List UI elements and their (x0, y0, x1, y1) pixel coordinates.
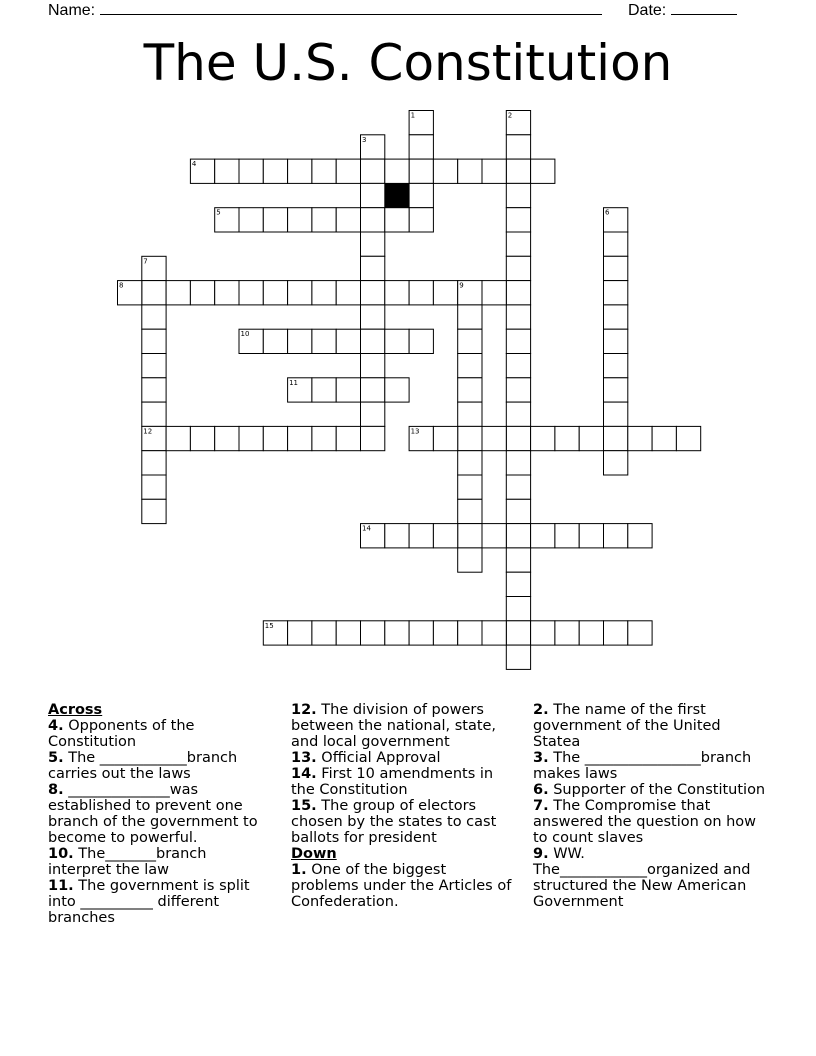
grid-cell[interactable] (506, 548, 530, 572)
grid-cell[interactable] (433, 281, 457, 305)
grid-cell[interactable] (433, 159, 457, 183)
grid-cell[interactable] (433, 426, 457, 450)
clue-text: The division of powers between the national, state, and local government (291, 702, 497, 750)
grid-cell[interactable] (506, 597, 530, 621)
grid-cell[interactable] (166, 281, 190, 305)
grid-cell[interactable] (506, 451, 530, 475)
grid-cell[interactable] (361, 183, 385, 207)
grid-cell[interactable] (361, 426, 385, 450)
grid-cell[interactable] (312, 329, 336, 353)
cell-number: 7 (143, 257, 148, 266)
grid-cell[interactable] (506, 621, 530, 645)
grid-cell[interactable] (312, 159, 336, 183)
grid-cell[interactable] (555, 621, 579, 645)
grid-cell[interactable] (579, 621, 603, 645)
clue-text: First 10 amendments in the Constitution (291, 766, 494, 798)
grid-cell[interactable] (628, 426, 652, 450)
grid-cell[interactable] (604, 621, 628, 645)
cell-number: 12 (143, 427, 153, 436)
grid-cell[interactable] (506, 524, 530, 548)
grid-cell[interactable] (458, 159, 482, 183)
page-title: The U.S. Constitution (143, 34, 673, 92)
grid-cell[interactable] (531, 426, 555, 450)
cell-number: 3 (362, 135, 367, 144)
grid-cell[interactable] (409, 621, 433, 645)
grid-cell[interactable] (604, 354, 628, 378)
grid-cell[interactable] (361, 256, 385, 280)
date-label: Date: (628, 2, 667, 19)
grid-cell[interactable] (604, 305, 628, 329)
cell-number: 6 (605, 208, 610, 217)
grid-cell[interactable] (142, 475, 166, 499)
cell-number: 1 (410, 111, 416, 120)
clue-number: 11. (48, 878, 74, 894)
grid-cell[interactable] (506, 232, 530, 256)
clue-number: 6. (533, 782, 549, 798)
grid-cell[interactable] (312, 426, 336, 450)
grid-cell[interactable] (433, 621, 457, 645)
clue-number: 1. (291, 862, 307, 878)
grid-cell[interactable] (361, 402, 385, 426)
clue-number: 15. (291, 798, 317, 814)
grid-cell[interactable] (166, 426, 190, 450)
grid-cell[interactable] (506, 281, 530, 305)
clue-13 (291, 750, 516, 766)
clue-number: 3. (533, 750, 549, 766)
clue-5 (48, 750, 273, 782)
grid-cell[interactable] (385, 159, 409, 183)
grid-cell[interactable] (604, 329, 628, 353)
grid-cell[interactable] (506, 499, 530, 523)
grid-cell[interactable] (458, 426, 482, 450)
grid-cell[interactable] (361, 621, 385, 645)
grid-cell[interactable] (458, 402, 482, 426)
grid-cell[interactable] (215, 159, 239, 183)
grid-cell[interactable] (385, 524, 409, 548)
grid-cell[interactable] (361, 159, 385, 183)
clue-number: 12. (291, 702, 317, 718)
cell-number: 4 (191, 160, 197, 169)
grid-cell[interactable] (458, 621, 482, 645)
grid-cell[interactable] (458, 378, 482, 402)
clue-number: 13. (291, 750, 317, 766)
name-label: Name: (48, 2, 96, 19)
grid-cell[interactable] (142, 329, 166, 353)
grid-cell[interactable] (506, 208, 530, 232)
grid-cell[interactable] (190, 426, 214, 450)
grid-cell[interactable] (482, 159, 506, 183)
grid-cell[interactable] (604, 281, 628, 305)
grid-cell[interactable] (142, 281, 166, 305)
across-heading: Across (48, 702, 103, 718)
grid-cell[interactable] (652, 426, 676, 450)
clue-number: 2. (533, 702, 549, 718)
grid-cell[interactable] (288, 621, 312, 645)
grid-cell[interactable] (263, 426, 287, 450)
grid-cell[interactable] (215, 281, 239, 305)
grid-cell[interactable] (506, 256, 530, 280)
grid-cell[interactable] (385, 329, 409, 353)
clue-12 (291, 702, 516, 750)
cell-number: 15 (264, 621, 274, 630)
grid-cell[interactable] (409, 135, 433, 159)
clue-number: 9. (533, 846, 549, 862)
grid-cell[interactable] (361, 378, 385, 402)
grid-cell[interactable] (458, 499, 482, 523)
grid-cell[interactable] (361, 281, 385, 305)
clue-number: 5. (48, 750, 64, 766)
clue-text: Official Approval (316, 750, 441, 766)
clue-10 (48, 846, 273, 878)
grid-cell[interactable] (288, 426, 312, 450)
grid-cell[interactable] (506, 426, 530, 450)
clue-14 (291, 766, 516, 798)
clue-number: 4. (48, 718, 64, 734)
clue-text: The ____________branch carries out the laws (48, 750, 238, 782)
grid-cell[interactable] (142, 378, 166, 402)
grid-cell[interactable] (604, 524, 628, 548)
grid-cell[interactable] (263, 329, 287, 353)
grid-cell[interactable] (506, 645, 530, 669)
grid-cell[interactable] (676, 426, 700, 450)
grid-cell[interactable] (409, 329, 433, 353)
clue-9 (533, 846, 768, 910)
clue-text: ______________was established to prevent one branch of the government to become to powerful. (48, 782, 258, 846)
grid-cell[interactable] (482, 524, 506, 548)
black-square (385, 183, 409, 207)
grid-cell[interactable] (409, 159, 433, 183)
grid-cell[interactable] (604, 402, 628, 426)
grid-cell[interactable] (409, 281, 433, 305)
grid-cell[interactable] (628, 621, 652, 645)
grid-cell[interactable] (361, 208, 385, 232)
clue-text: Supporter of the Constitution (548, 782, 766, 798)
grid-cell[interactable] (604, 232, 628, 256)
grid-cell[interactable] (604, 256, 628, 280)
grid-cell[interactable] (385, 208, 409, 232)
grid-cell[interactable] (142, 402, 166, 426)
grid-cell[interactable] (458, 305, 482, 329)
grid-cell[interactable] (506, 475, 530, 499)
grid-cell[interactable] (239, 426, 263, 450)
grid-cell[interactable] (531, 621, 555, 645)
grid-cell[interactable] (336, 426, 360, 450)
grid-cell[interactable] (506, 305, 530, 329)
clue-3 (533, 750, 768, 782)
grid-cell[interactable] (142, 305, 166, 329)
clue-text: The name of the first government of the United Statea (533, 702, 721, 750)
grid-cell[interactable] (239, 159, 263, 183)
grid-cell[interactable] (385, 281, 409, 305)
clues-column-2 (291, 702, 516, 910)
clue-6 (533, 782, 768, 798)
grid-cell[interactable] (555, 426, 579, 450)
grid-cell[interactable] (628, 524, 652, 548)
grid-cell[interactable] (263, 159, 287, 183)
clue-number: 8. (48, 782, 64, 798)
grid-cell[interactable] (458, 451, 482, 475)
grid-cell[interactable] (288, 281, 312, 305)
grid-cell[interactable] (385, 378, 409, 402)
grid-cell[interactable] (531, 159, 555, 183)
grid-cell[interactable] (336, 281, 360, 305)
grid-cell[interactable] (604, 451, 628, 475)
grid-cell[interactable] (312, 621, 336, 645)
grid-cell[interactable] (458, 475, 482, 499)
grid-cell[interactable] (239, 281, 263, 305)
grid-cell[interactable] (409, 183, 433, 207)
grid-cell[interactable] (142, 451, 166, 475)
grid-cell[interactable] (604, 426, 628, 450)
clue-2 (533, 702, 768, 750)
grid-cell[interactable] (336, 621, 360, 645)
clue-text: The Compromise that answered the question on how to count slaves (533, 798, 757, 846)
grid-cell[interactable] (506, 183, 530, 207)
grid-cell[interactable] (506, 402, 530, 426)
clue-number: 10. (48, 846, 74, 862)
clue-text: WW. The____________organized and structured the New American Government (533, 846, 751, 910)
grid-cell[interactable] (579, 426, 603, 450)
grid-cell[interactable] (506, 572, 530, 596)
grid-cell[interactable] (336, 159, 360, 183)
cell-number: 11 (289, 378, 299, 387)
grid-cell[interactable] (361, 232, 385, 256)
grid-cell[interactable] (433, 524, 457, 548)
clue-text: The group of electors chosen by the states to cast ballots for president (291, 798, 497, 846)
grid-cell[interactable] (263, 208, 287, 232)
grid-cell[interactable] (239, 208, 263, 232)
grid-cell[interactable] (531, 524, 555, 548)
grid-cell[interactable] (263, 281, 287, 305)
cell-number: 2 (507, 111, 513, 120)
grid-cell[interactable] (312, 378, 336, 402)
grid-cell[interactable] (506, 135, 530, 159)
clues-column-3 (533, 702, 768, 910)
grid-cell[interactable] (385, 621, 409, 645)
cell-number: 14 (362, 524, 371, 533)
grid-cell[interactable] (482, 426, 506, 450)
clue-1 (291, 862, 516, 910)
grid-cell[interactable] (336, 378, 360, 402)
clue-text: The ________________branch makes laws (533, 750, 752, 782)
grid-cell[interactable] (336, 329, 360, 353)
grid-cell[interactable] (458, 354, 482, 378)
grid-cell[interactable] (506, 159, 530, 183)
grid-cell[interactable] (361, 354, 385, 378)
grid-cell[interactable] (361, 305, 385, 329)
grid-cell[interactable] (142, 354, 166, 378)
clue-text: Opponents of the Constitution (48, 718, 195, 750)
grid-cell[interactable] (312, 208, 336, 232)
clue-4 (48, 718, 273, 750)
grid-cell[interactable] (361, 329, 385, 353)
grid-cell[interactable] (482, 621, 506, 645)
grid-cell[interactable] (288, 329, 312, 353)
down-heading: Down (291, 846, 337, 862)
grid-cell[interactable] (288, 159, 312, 183)
grid-cell[interactable] (506, 329, 530, 353)
grid-cell[interactable] (604, 378, 628, 402)
clue-11 (48, 878, 273, 926)
grid-cell[interactable] (458, 524, 482, 548)
grid-cell[interactable] (482, 281, 506, 305)
grid-cell[interactable] (579, 524, 603, 548)
grid-cell[interactable] (312, 281, 336, 305)
grid-cell[interactable] (142, 499, 166, 523)
clue-text: The government is split into __________ different branches (48, 878, 250, 926)
cell-number: 5 (216, 208, 221, 217)
grid-cell[interactable] (506, 378, 530, 402)
clue-8 (48, 782, 273, 846)
grid-cell[interactable] (506, 354, 530, 378)
clue-number: 14. (291, 766, 317, 782)
clue-15 (291, 798, 516, 846)
grid-cell[interactable] (555, 524, 579, 548)
clue-7 (533, 798, 768, 846)
cell-number: 13 (410, 427, 420, 436)
cell-number: 8 (119, 281, 124, 290)
grid-cell[interactable] (190, 281, 214, 305)
clue-text: The_______branch interpret the law (48, 846, 207, 878)
grid-cell[interactable] (458, 329, 482, 353)
cell-number: 10 (240, 330, 250, 339)
clue-text: One of the biggest problems under the Articles of Confederation. (291, 862, 512, 910)
cell-number: 9 (459, 281, 464, 290)
grid-cell[interactable] (409, 208, 433, 232)
grid-cell[interactable] (215, 426, 239, 450)
grid-cell[interactable] (288, 208, 312, 232)
grid-cell[interactable] (336, 208, 360, 232)
grid-cell[interactable] (409, 524, 433, 548)
grid-cell[interactable] (458, 548, 482, 572)
clue-number: 7. (533, 798, 549, 814)
clues-column-1 (48, 702, 273, 926)
